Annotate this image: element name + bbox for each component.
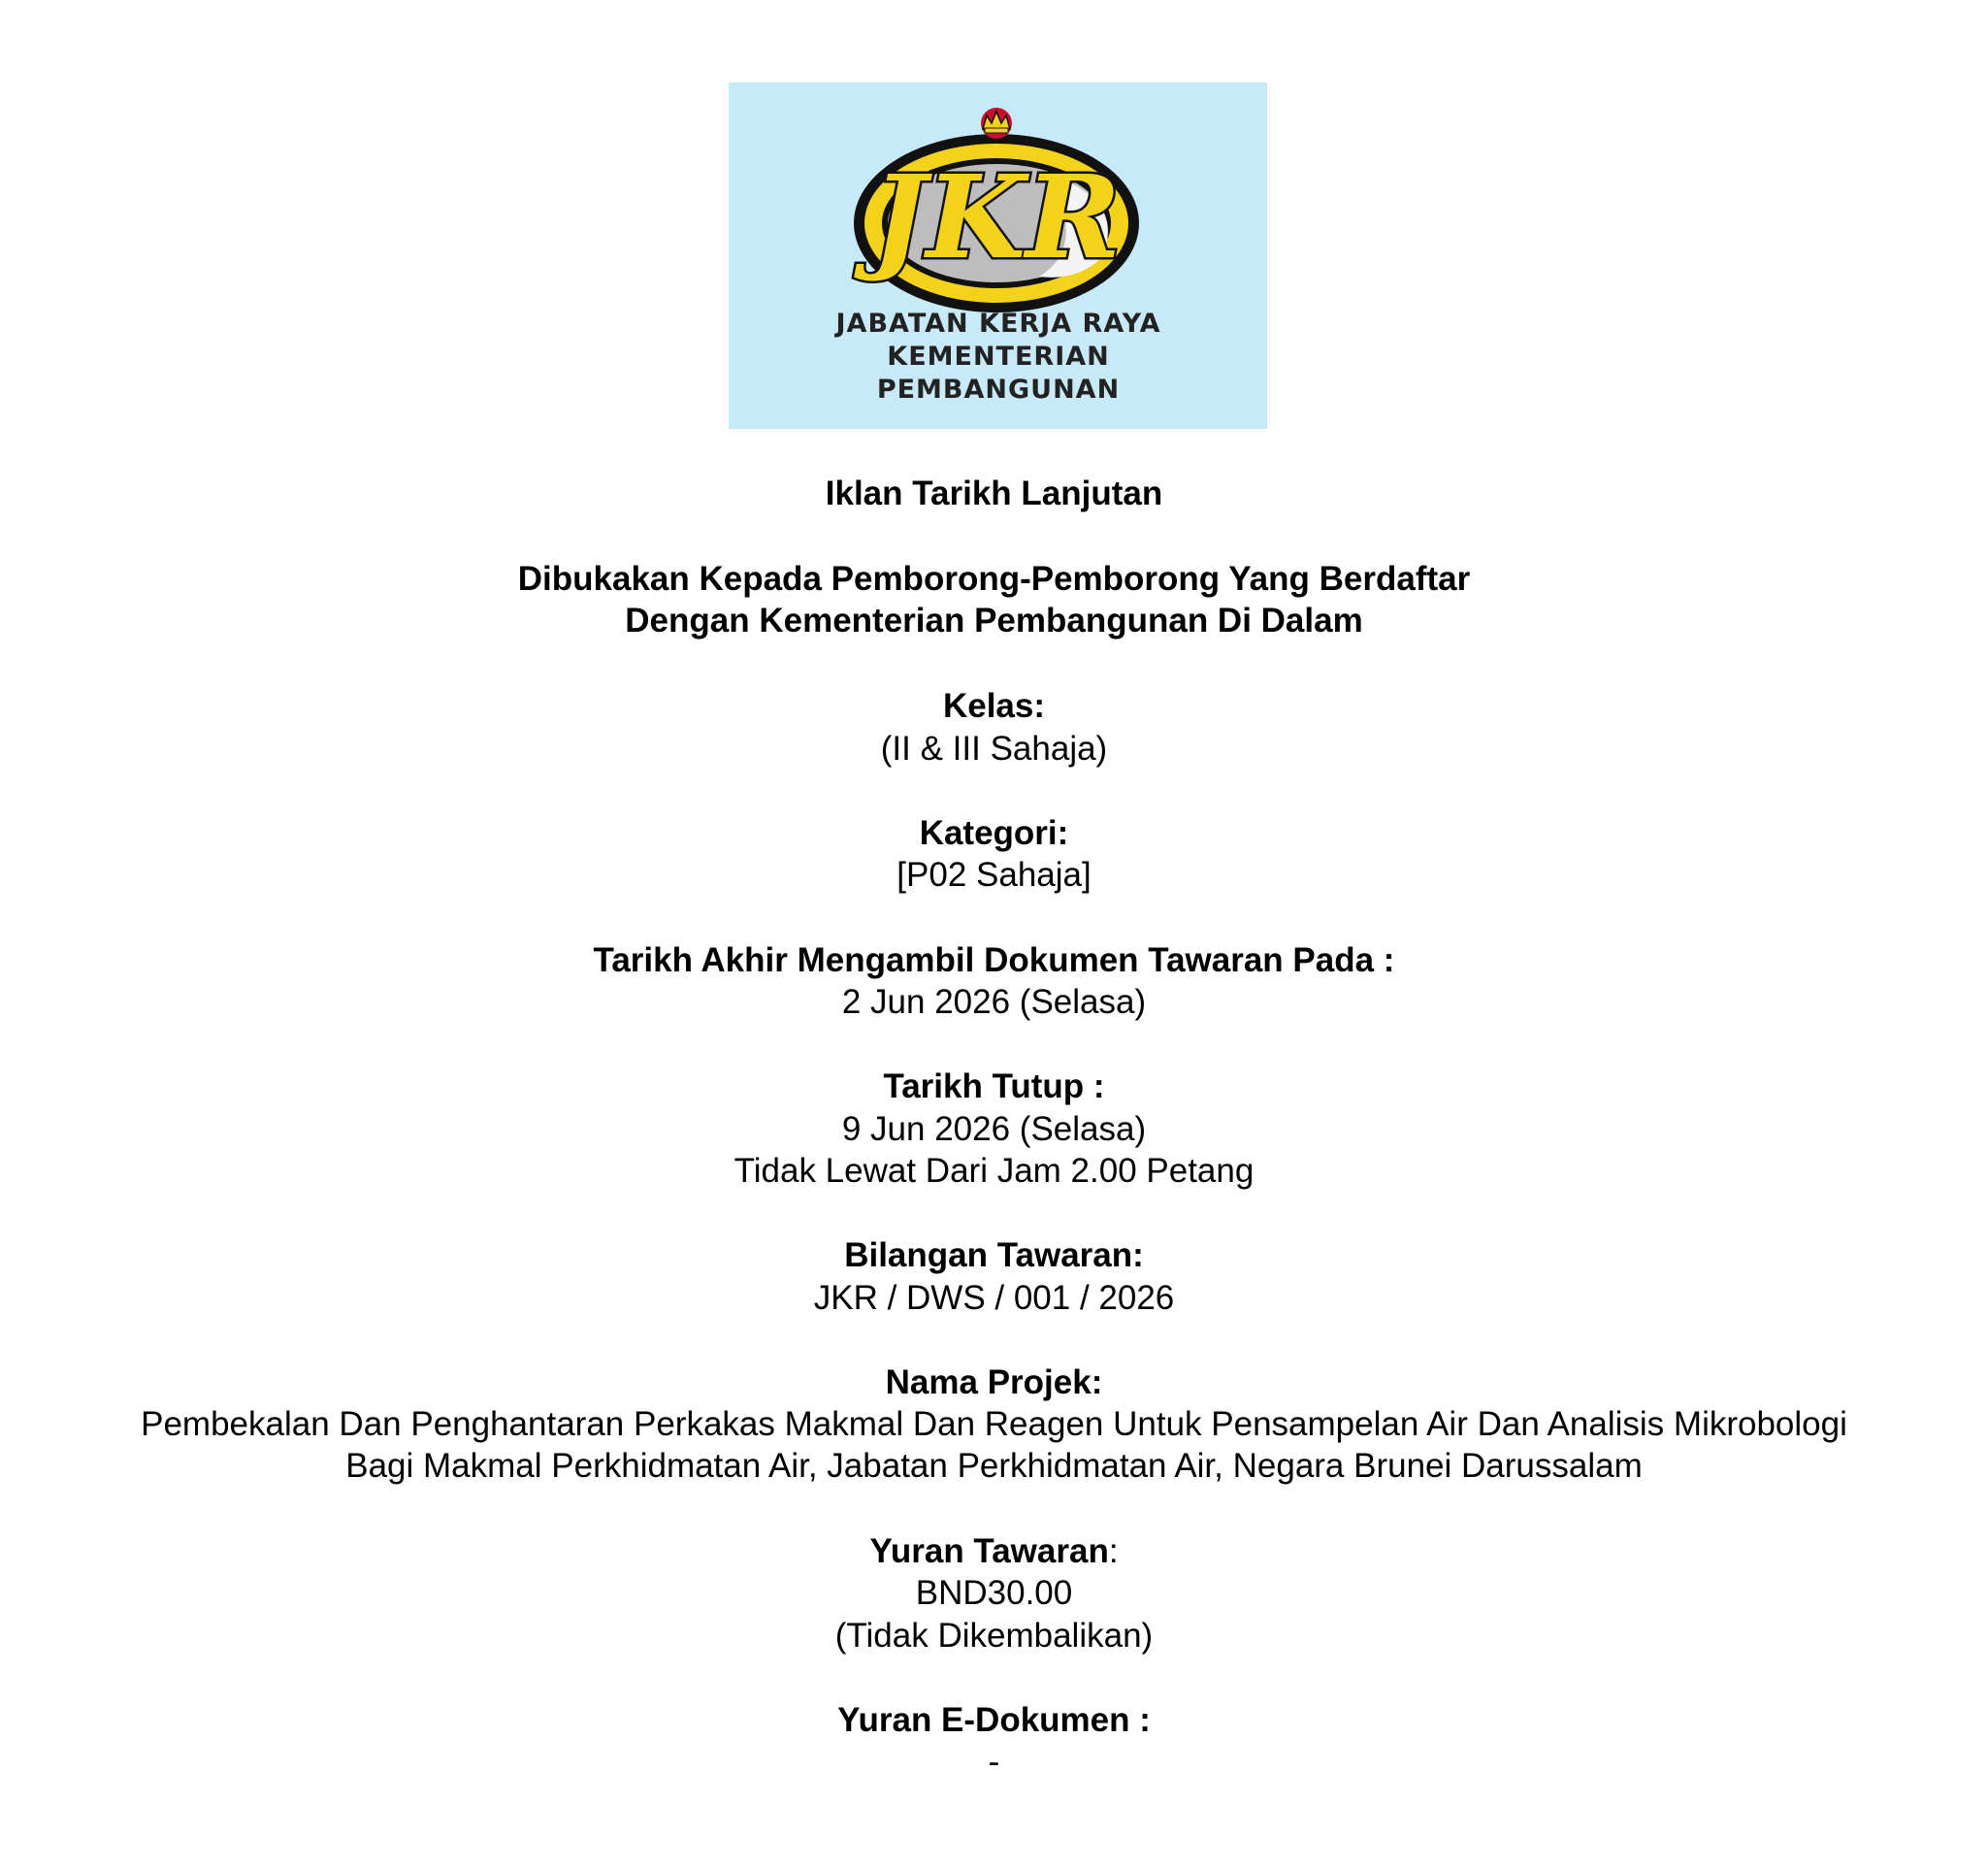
- logo-line-3: PEMBANGUNAN: [876, 375, 1121, 405]
- tarikh-tutup-time: Tidak Lewat Dari Jam 2.00 Petang: [733, 1152, 1255, 1190]
- logo-line-1: JABATAN KERJA RAYA: [835, 309, 1161, 339]
- jkr-emblem-icon: [729, 82, 1267, 429]
- yuran-tawaran-label: Yuran Tawaran: [869, 1532, 1109, 1570]
- tarikh-akhir-value: 2 Jun 2026 (Selasa): [841, 983, 1147, 1021]
- yuran-tawaran-colon: :: [1108, 1532, 1119, 1570]
- kategori-label: Kategori:: [919, 814, 1069, 852]
- nama-projek-line-2: Bagi Makmal Perkhidmatan Air, Jabatan Perkhidmatan Air, Negara Brunei Darussalam: [345, 1447, 1643, 1485]
- tarikh-tutup-value: 9 Jun 2026 (Selasa): [841, 1110, 1147, 1148]
- nama-projek-label: Nama Projek:: [885, 1363, 1103, 1401]
- kategori-value: [P02 Sahaja]: [896, 856, 1092, 894]
- yuran-tawaran-note: (Tidak Dikembalikan): [834, 1617, 1154, 1655]
- kelas-value: (II & III Sahaja): [880, 730, 1108, 768]
- bilangan-value: JKR / DWS / 001 / 2026: [813, 1279, 1175, 1317]
- yuran-edokumen-value: -: [988, 1743, 1000, 1781]
- tarikh-akhir-label: Tarikh Akhir Mengambil Dokumen Tawaran Pada :: [593, 941, 1395, 979]
- yuran-tawaran-heading: [0, 1531, 1988, 1572]
- logo-line-2: KEMENTERIAN: [887, 342, 1110, 372]
- intro-line-1: Dibukakan Kepada Pemborong-Pemborong Yang Berdaftar: [517, 560, 1471, 598]
- nama-projek-line-1: Pembekalan Dan Penghantaran Perkakas Makmal Dan Reagen Untuk Pensampelan Air Dan Analisis Mikrobologi: [141, 1405, 1847, 1443]
- tarikh-tutup-label: Tarikh Tutup :: [883, 1067, 1105, 1105]
- jkr-emblem-letters: JKR: [871, 149, 1122, 284]
- notice-title: Iklan Tarikh Lanjutan: [825, 475, 1163, 512]
- jkr-logo: [729, 82, 1267, 429]
- bilangan-label: Bilangan Tawaran:: [844, 1236, 1144, 1274]
- intro-line-2: Dengan Kementerian Pembangunan Di Dalam: [625, 602, 1363, 640]
- kelas-label: Kelas:: [942, 687, 1046, 725]
- yuran-edokumen-label: Yuran E-Dokumen :: [837, 1701, 1151, 1739]
- yuran-tawaran-value: BND30.00: [915, 1574, 1073, 1612]
